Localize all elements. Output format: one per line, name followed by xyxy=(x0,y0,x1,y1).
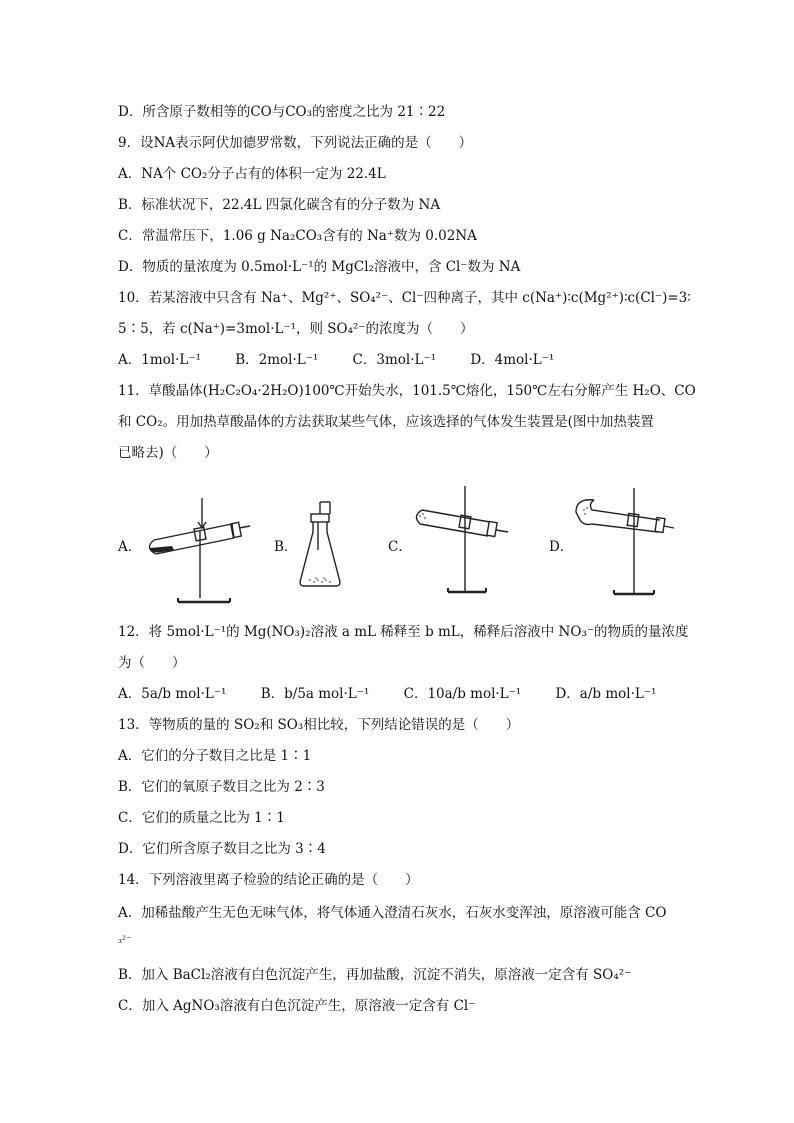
q13-option-c: C．它们的质量之比为 1∶1 xyxy=(118,810,285,826)
q10-option-a: A．1mol·L⁻¹ xyxy=(118,352,201,368)
q9-option-d: D．物质的量浓度为 0.5mol·L⁻¹的 MgCl₂溶液中，含 Cl⁻数为 NA xyxy=(118,259,521,275)
q8-option-d: D．所含原子数相等的CO与CO₃的密度之比为 21∶22 xyxy=(118,104,446,120)
q10-options xyxy=(118,351,554,369)
q14-option-b: B．加入 BaCl₂溶液有白色沉淀产生，再加盐酸，沉淀不消失，原溶液一定含有 SO₄²⁻ xyxy=(118,967,632,983)
q11-label-c: C． xyxy=(388,539,412,555)
q13-option-d: D．它们所含原子数目之比为 3∶4 xyxy=(118,841,326,857)
q9-option-b: B．标准状况下，22.4L 四氯化碳含有的分子数为 NA xyxy=(118,197,441,213)
q12-stem-line2: 为（ ） xyxy=(118,655,186,671)
q10-option-d: D．4mol·L⁻¹ xyxy=(470,352,555,368)
q11-label-b: B． xyxy=(274,539,298,555)
q9-option-a: A．NA个 CO₂分子占有的体积一定为 22.4L xyxy=(118,166,386,182)
q14-option-a-line2: ₃²⁻ xyxy=(118,935,132,946)
q10-stem-line2: 5∶5，若 c(Na⁺)=3mol·L⁻¹，则 SO₄²⁻的浓度为（ ） xyxy=(118,321,474,337)
q13-stem: 13．等物质的量的 SO₂和 SO₃相比较，下列结论错误的是（ ） xyxy=(118,717,520,733)
q10-option-b: B．2mol·L⁻¹ xyxy=(235,352,319,368)
q12-option-d: D．a/b mol·L⁻¹ xyxy=(555,686,657,702)
q13-option-b: B．它们的氧原子数目之比为 2∶3 xyxy=(118,779,325,795)
q10-stem-line1: 10．若某溶液中只含有 Na⁺、Mg²⁺、SO₄²⁻、Cl⁻四种离子，其中 c(Na⁺)∶c(Mg²⁺)∶c(Cl⁻)=3∶ xyxy=(118,290,691,306)
q12-stem-line1: 12．将 5mol·L⁻¹的 Mg(NO₃)₂溶液 a mL 稀释至 b mL，稀释后溶液中 NO₃⁻的物质的量浓度 xyxy=(118,624,689,640)
q12-option-c: C．10a/b mol·L⁻¹ xyxy=(403,686,522,702)
q12-options xyxy=(118,685,656,703)
q9-stem: 9．设NA表示阿伏加德罗常数，下列说法正确的是（ ） xyxy=(118,135,473,151)
q13-option-a: A．它们的分子数目之比是 1∶1 xyxy=(118,748,312,764)
q11-stem-line1: 11．草酸晶体(H₂C₂O₄·2H₂O)100℃开始失水，101.5℃熔化，150℃左右分解产生 H₂O、CO xyxy=(118,383,696,399)
q11-label-d: D． xyxy=(549,539,574,555)
q11-apparatus-d-image xyxy=(570,486,676,604)
q10-option-c: C．3mol·L⁻¹ xyxy=(352,352,437,368)
q12-option-a: A．5a/b mol·L⁻¹ xyxy=(118,686,227,702)
q11-apparatus-a-image xyxy=(140,490,250,610)
q11-stem-line3: 已略去)（ ） xyxy=(118,445,218,461)
q11-apparatus-b-image xyxy=(296,500,344,590)
q12-option-b: B．b/5a mol·L⁻¹ xyxy=(260,686,370,702)
q9-option-c: C．常温常压下，1.06 g Na₂CO₃含有的 Na⁺数为 0.02NA xyxy=(118,228,477,244)
q14-option-a-line1: A．加稀盐酸产生无色无味气体，将气体通入澄清石灰水，石灰水变浑浊，原溶液可能含 CO xyxy=(118,905,667,921)
q14-stem: 14．下列溶液里离子检验的结论正确的是（ ） xyxy=(118,872,419,888)
q14-option-c: C．加入 AgNO₃溶液有白色沉淀产生，原溶液一定含有 Cl⁻ xyxy=(118,998,476,1014)
q11-apparatus-c-image xyxy=(410,482,510,602)
q11-label-a: A． xyxy=(118,539,142,555)
q11-stem-line2: 和 CO₂。用加热草酸晶体的方法获取某些气体，应该选择的气体发生装置是(图中加热装置 xyxy=(118,414,654,430)
